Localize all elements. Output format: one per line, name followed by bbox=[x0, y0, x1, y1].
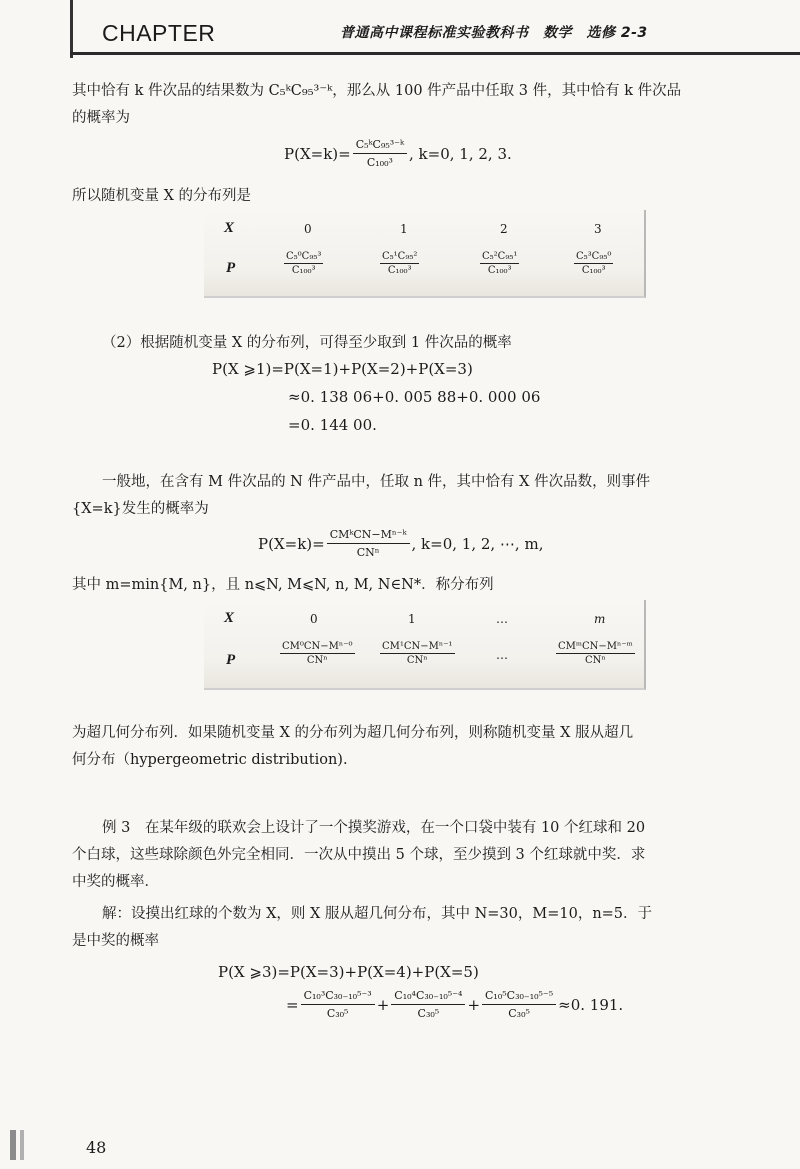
dist-intro-line: 所以随机变量 X 的分布列是 bbox=[72, 188, 252, 204]
final-eq-sign: = bbox=[286, 995, 299, 1014]
chapter-label: CHAPTER bbox=[102, 20, 216, 46]
table2-x-value: … bbox=[496, 612, 508, 626]
calc-line-2: ≈0. 138 06+0. 005 88+0. 000 06 bbox=[288, 388, 541, 406]
table2-x-value: 1 bbox=[408, 612, 416, 626]
hyper-line-1: 为超几何分布列．如果随机变量 X 的分布列为超几何分布列，则称随机变量 X 服从超几 bbox=[72, 725, 634, 741]
eq2-denominator: CNⁿ bbox=[356, 546, 380, 559]
header-left-bar bbox=[70, 0, 73, 58]
table2-p-numerator: CMᵐCN−Mⁿ⁻ᵐ bbox=[558, 641, 633, 652]
distribution-table-1 bbox=[204, 210, 646, 298]
table1-p-denominator: C₁₀₀³ bbox=[291, 265, 316, 276]
final-fraction bbox=[301, 988, 375, 1021]
table1-p-numerator: C₅²C₉₅¹ bbox=[482, 251, 518, 262]
final-numerator: C₁₀⁴C₃₀₋₁₀⁵⁻⁴ bbox=[391, 988, 465, 1005]
table2-p-value bbox=[380, 640, 455, 667]
general-line-2: {X=k}发生的概率为 bbox=[72, 501, 209, 517]
table2-p-denominator: CNⁿ bbox=[585, 655, 606, 666]
table1-p-numerator: C₅¹C₉₅² bbox=[382, 251, 418, 262]
distribution-table-2 bbox=[204, 600, 646, 690]
table2-p-ellipsis: … bbox=[496, 648, 508, 662]
table1-p-numerator: C₅⁰C₉₅³ bbox=[286, 251, 322, 262]
table2-p-numerator: CM¹CN−Mⁿ⁻¹ bbox=[382, 641, 453, 652]
table1-p-denominator: C₁₀₀³ bbox=[581, 265, 606, 276]
where-line: 其中 m=min{M, n}，且 n⩽N, M⩽N, n, M, N∈N*．称分布列 bbox=[72, 577, 494, 593]
calc-line-1: P(X ⩾1)=P(X=1)+P(X=2)+P(X=3) bbox=[212, 360, 473, 378]
calc-line-3: =0. 144 00. bbox=[288, 416, 377, 434]
table1-x-value: 0 bbox=[304, 222, 312, 236]
table2-x-value: 0 bbox=[310, 612, 318, 626]
table1-p-denominator: C₁₀₀³ bbox=[387, 265, 412, 276]
page-header bbox=[62, 0, 800, 58]
equation-2 bbox=[258, 527, 543, 560]
table1-p-header: P bbox=[226, 260, 236, 276]
example-line-2: 个白球，这些球除颜色外完全相同．一次从中摸出 5 个球，至少摸到 3 个红球就中奖．求 bbox=[72, 847, 646, 863]
table2-p-value bbox=[556, 640, 635, 667]
final-fraction bbox=[391, 988, 465, 1021]
final-fraction bbox=[482, 988, 556, 1021]
table1-p-value bbox=[574, 250, 613, 277]
eq2-lhs: P(X=k)= bbox=[258, 534, 325, 553]
eq1-fraction bbox=[353, 137, 407, 170]
book-title: 普通高中课程标准实验教科书 数学 选修 2-3 bbox=[340, 25, 648, 41]
final-numerator: C₁₀⁵C₃₀₋₁₀⁵⁻⁵ bbox=[482, 988, 556, 1005]
final-eq-lhs: P(X ⩾3)=P(X=3)+P(X=4)+P(X=5) bbox=[218, 963, 479, 981]
table1-p-value bbox=[284, 250, 323, 277]
eq1-rhs: , k=0, 1, 2, 3. bbox=[409, 144, 512, 163]
table1-p-value bbox=[480, 250, 519, 277]
example-line-1: 例 3 在某年级的联欢会上设计了一个摸奖游戏，在一个口袋中装有 10 个红球和 20 bbox=[102, 820, 646, 836]
part2-line: （2）根据随机变量 X 的分布列，可得至少取到 1 件次品的概率 bbox=[102, 335, 512, 351]
example-line-3: 中奖的概率． bbox=[72, 874, 159, 890]
eq2-fraction bbox=[327, 527, 410, 560]
page-edge-mark bbox=[10, 1130, 32, 1160]
eq2-rhs: , k=0, 1, 2, ⋯, m, bbox=[411, 534, 544, 553]
solution-line-1: 解：设摸出红球的个数为 X，则 X 服从超几何分布，其中 N=30，M=10，n=5．于 bbox=[102, 906, 653, 922]
header-rule bbox=[70, 52, 800, 55]
table2-x-value: m bbox=[594, 612, 606, 626]
table1-x-value: 3 bbox=[594, 222, 602, 236]
table1-p-value bbox=[380, 250, 419, 277]
table1-p-numerator: C₅³C₉₅⁰ bbox=[576, 251, 612, 262]
table2-p-denominator: CNⁿ bbox=[406, 655, 428, 666]
final-denominator: C₃₀⁵ bbox=[326, 1007, 349, 1020]
table1-x-header: X bbox=[224, 220, 235, 236]
final-equation bbox=[286, 988, 623, 1021]
solution-line-2: 是中奖的概率 bbox=[72, 933, 159, 949]
table2-x-header: X bbox=[224, 610, 235, 626]
eq1-lhs: P(X=k)= bbox=[284, 144, 351, 163]
hyper-line-2: 何分布（hypergeometric distribution). bbox=[72, 752, 348, 768]
eq1-numerator: C₅ᵏC₉₅³⁻ᵏ bbox=[353, 137, 407, 154]
general-line-1: 一般地，在含有 M 件次品的 N 件产品中，任取 n 件，其中恰有 X 件次品数，则事件 bbox=[102, 474, 651, 490]
plus-sign: + bbox=[467, 995, 481, 1014]
table2-p-value bbox=[280, 640, 355, 667]
table2-p-header: P bbox=[226, 652, 236, 668]
eq1-denominator: C₁₀₀³ bbox=[366, 156, 393, 169]
equation-1 bbox=[284, 137, 512, 170]
table2-p-denominator: CNⁿ bbox=[306, 655, 328, 666]
plus-sign: + bbox=[376, 995, 390, 1014]
page-number: 48 bbox=[86, 1138, 107, 1157]
final-result: ≈0. 191. bbox=[558, 995, 624, 1014]
final-denominator: C₃₀⁵ bbox=[417, 1007, 440, 1020]
table1-x-value: 2 bbox=[500, 222, 508, 236]
final-numerator: C₁₀³C₃₀₋₁₀⁵⁻³ bbox=[301, 988, 375, 1005]
eq2-numerator: CMᵏCN−Mⁿ⁻ᵏ bbox=[327, 527, 410, 544]
table1-p-denominator: C₁₀₀³ bbox=[487, 265, 512, 276]
para1-line1: 其中恰有 k 件次品的结果数为 C₅ᵏC₉₅³⁻ᵏ，那么从 100 件产品中任取 3 件，其中恰有 k 件次品 bbox=[72, 83, 682, 99]
final-denominator: C₃₀⁵ bbox=[508, 1007, 530, 1020]
table2-p-numerator: CM⁰CN−Mⁿ⁻⁰ bbox=[282, 641, 353, 652]
para1-line2: 的概率为 bbox=[72, 110, 130, 126]
table1-x-value: 1 bbox=[400, 222, 408, 236]
